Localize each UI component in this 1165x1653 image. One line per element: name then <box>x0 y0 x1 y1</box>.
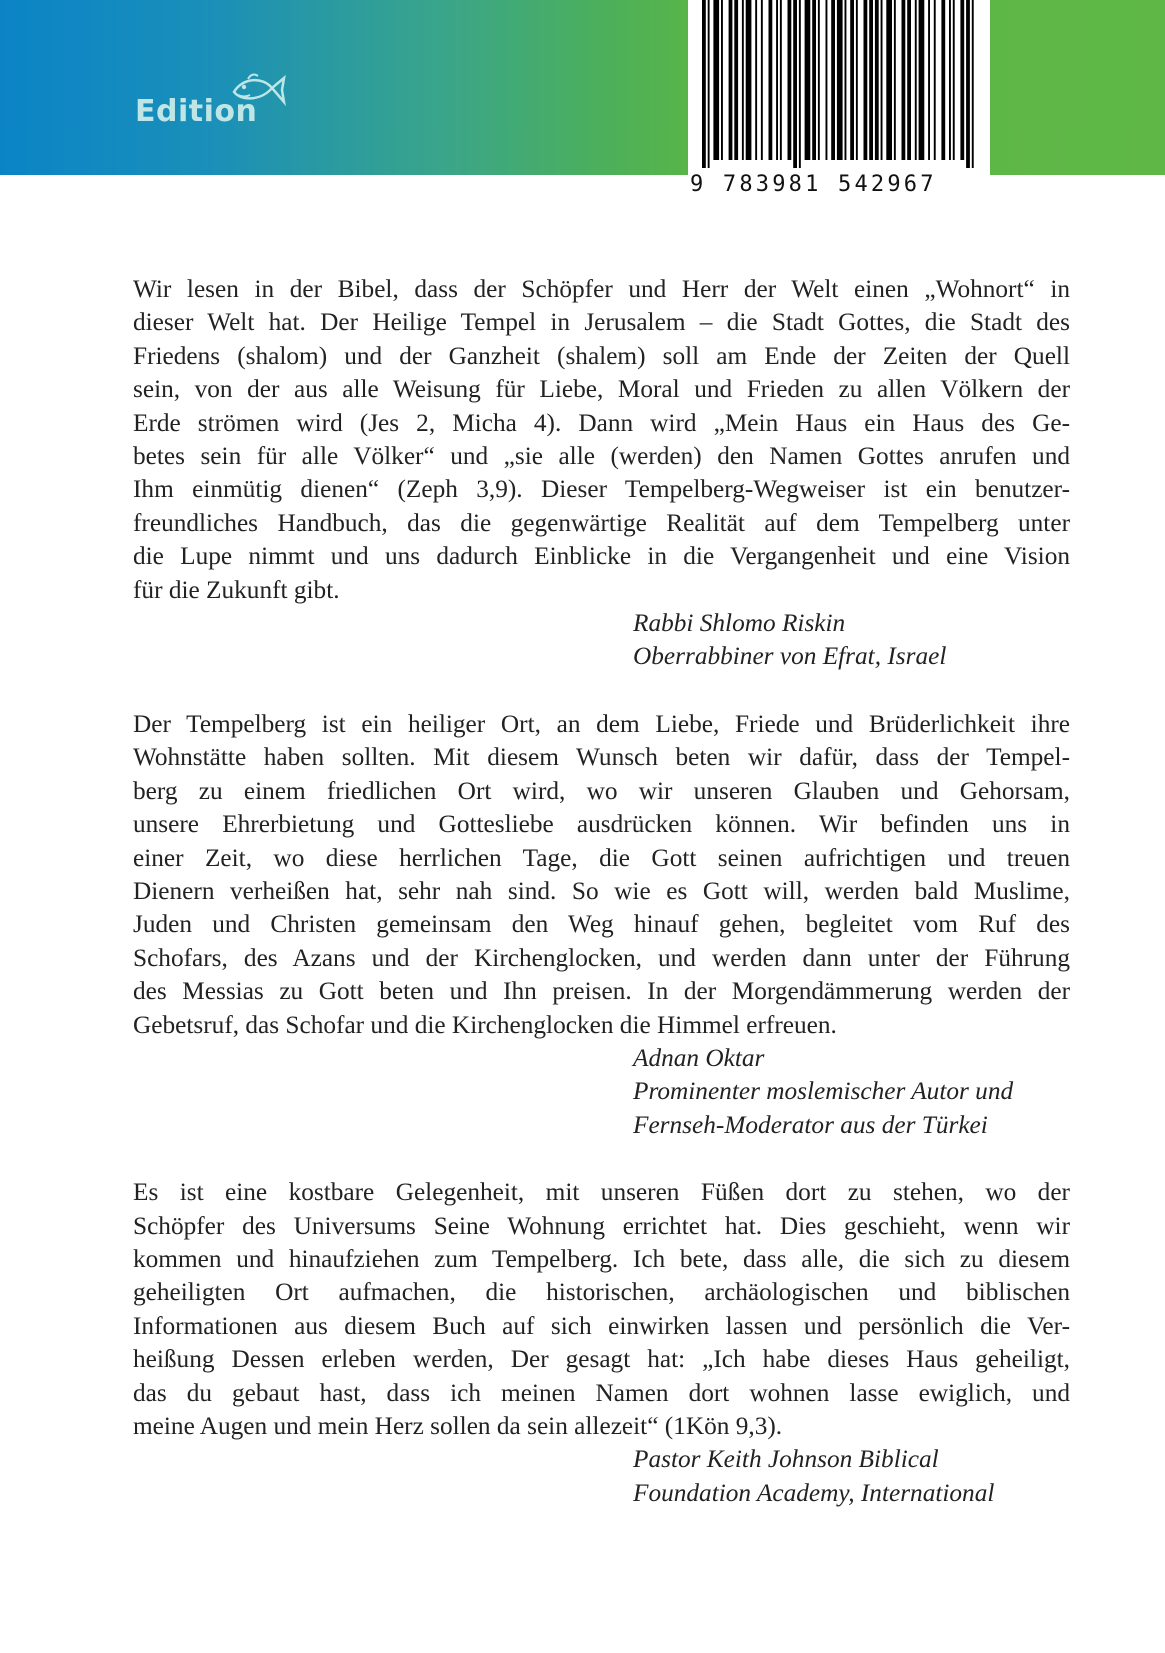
paragraph-line: für die Zukunft gibt. <box>133 575 340 604</box>
barcode-bar <box>864 0 868 160</box>
barcode-bar <box>856 0 858 160</box>
barcode-bar <box>919 0 925 160</box>
paragraph-line: einer Zeit, wo diese herrlichen Tage, die Gott seinen aufrichtigen und treuen <box>133 843 1070 872</box>
barcode-bar <box>850 0 854 160</box>
barcode-bar <box>788 0 792 160</box>
barcode-bar <box>915 0 917 160</box>
barcode-bar <box>755 0 757 160</box>
barcode-bar <box>776 0 778 160</box>
barcode-bar <box>928 0 930 160</box>
quote-paragraph <box>133 1176 1070 1443</box>
paragraph-line: das du gebaut hast, dass ich meinen Namen dort wohnen lasse ewiglich, und <box>133 1378 1070 1407</box>
barcode-bar <box>805 0 811 160</box>
paragraph-line: dieser Welt hat. Der Heilige Tempel in Jerusalem – die Stadt Gottes, die Stadt des <box>133 308 1070 337</box>
paragraph-line: Der Tempelberg ist ein heiliger Ort, an dem Liebe, Friede und Brüderlichkeit ihre <box>133 709 1070 738</box>
paragraph-line: Friedens (shalom) und der Ganzheit (shalem) soll am Ende der Zeiten der Quell <box>133 341 1070 370</box>
barcode-bar <box>780 0 782 160</box>
paragraph-line: Wir lesen in der Bibel, dass der Schöpfer und Herr der Welt einen „Wohnort“ in <box>133 275 1070 303</box>
barcode-bar <box>881 0 883 160</box>
barcode-bar <box>799 0 801 168</box>
barcode-bar <box>966 0 970 168</box>
barcode-bar <box>886 0 892 160</box>
barcode-bar <box>812 0 816 160</box>
paragraph-line: freundliches Handbuch, das die gegenwärtige Realität auf dem Tempelberg unter <box>133 508 1070 537</box>
barcode-bar <box>845 0 847 160</box>
barcode-bar <box>734 0 738 160</box>
paragraph-line: Es ist eine kostbare Gelegenheit, mit unseren Füßen dort zu stehen, wo der <box>133 1178 1070 1207</box>
barcode-bar <box>702 0 706 168</box>
attribution-line: Adnan Oktar <box>633 1043 765 1072</box>
section-spacer <box>133 674 1070 708</box>
barcode <box>688 0 990 205</box>
barcode-bars <box>702 0 982 168</box>
barcode-bar <box>746 0 752 160</box>
quote-attribution <box>633 607 1070 674</box>
paragraph-line: betes sein für alle Völker“ und „sie alle (werden) den Namen Gottes anrufen und <box>133 442 1070 471</box>
paragraph-line: Wohnstätte haben sollten. Mit diesem Wunsch beten wir dafür, dass der Tempel- <box>133 743 1070 772</box>
barcode-bar <box>837 0 843 160</box>
attribution-line: Prominenter moslemischer Autor und <box>633 1077 1014 1106</box>
paragraph-line: Ihm einmütig dienen“ (Zeph 3,9). Dieser Tempelberg-Wegweiser ist ein benutzer- <box>133 475 1070 504</box>
barcode-bar <box>761 0 763 160</box>
isbn-number: 9 783981 542967 <box>690 172 937 197</box>
fish-icon <box>228 70 288 110</box>
attribution-line: Rabbi Shlomo Riskin <box>633 609 846 638</box>
paragraph-line: Schöpfer des Universums Seine Wohnung errichtet hat. Dies geschieht, wenn wir <box>133 1211 1070 1240</box>
barcode-bar <box>953 0 955 160</box>
barcode-bar <box>972 0 974 168</box>
paragraph-line: meine Augen und mein Herz sollen da sein allezeit“ (1Kön 9,3). <box>133 1412 783 1440</box>
attribution-line: Pastor Keith Johnson Biblical <box>633 1445 939 1474</box>
paragraph-line: Informationen aus diesem Buch auf sich einwirken lassen und persönlich die Ver- <box>133 1311 1070 1340</box>
paragraph-line: geheiligten Ort aufmachen, die historischen, archäologischen und biblischen <box>133 1278 1070 1307</box>
barcode-bar <box>729 0 733 160</box>
publisher-logo <box>135 70 305 140</box>
barcode-bar <box>941 0 945 160</box>
barcode-bar <box>793 0 797 168</box>
logo-text: Edition <box>135 94 258 129</box>
barcode-bar <box>826 0 828 160</box>
paragraph-line: sein, von der aus alle Weisung für Liebe, Moral und Frieden zu allen Völkern der <box>133 375 1070 404</box>
quote-paragraph <box>133 273 1070 607</box>
paragraph-line: Juden und Christen gemeinsam den Weg hinauf gehen, begleitet vom Ruf des <box>133 910 1070 939</box>
barcode-bar <box>818 0 820 160</box>
paragraph-line: Gebetsruf, das Schofar und die Kirchenglocken die Himmel erfreuen. <box>133 1010 837 1039</box>
quote-attribution <box>633 1443 1070 1510</box>
paragraph-line: Dienern verheißen hat, sehr nah sind. So wie es Gott will, werden bald Muslime, <box>133 876 1070 905</box>
paragraph-line: kommen und hinaufziehen zum Tempelberg. Ich bete, dass alle, die sich zu diesem <box>133 1244 1070 1273</box>
back-cover-text <box>133 273 1070 1510</box>
barcode-bar <box>869 0 873 160</box>
paragraph-line: Erde strömen wird (Jes 2, Micha 4). Dann wird „Mein Haus ein Haus des Ge- <box>133 408 1070 437</box>
quote-attribution <box>633 1042 1070 1142</box>
paragraph-line: des Messias zu Gott beten und Ihn preisen. In der Morgendämmerung werden der <box>133 977 1070 1006</box>
barcode-bar <box>907 0 911 160</box>
paragraph-line: berg zu einem friedlichen Ort wird, wo wir unseren Glauben und Gehorsam, <box>133 776 1070 805</box>
barcode-bar <box>960 0 964 160</box>
barcode-bar <box>875 0 879 160</box>
paragraph-line: unsere Ehrerbietung und Gottesliebe ausdrücken können. Wir befinden uns in <box>133 810 1070 839</box>
quote-paragraph <box>133 708 1070 1042</box>
barcode-bar <box>708 0 710 168</box>
section-spacer <box>133 1142 1070 1176</box>
barcode-bar <box>934 0 936 160</box>
barcode-bar <box>902 0 906 160</box>
barcode-bar <box>949 0 951 160</box>
barcode-bar <box>742 0 744 160</box>
attribution-line: Fernseh-Moderator aus der Türkei <box>633 1110 988 1139</box>
barcode-bar <box>831 0 835 160</box>
attribution-line: Oberrabbiner von Efrat, Israel <box>633 642 947 671</box>
barcode-bar <box>894 0 896 160</box>
paragraph-line: Schofars, des Azans und der Kirchenglocken, und werden dann unter der Führung <box>133 943 1070 972</box>
paragraph-line: heißung Dessen erleben werden, Der gesagt hat: „Ich habe dieses Haus geheiligt, <box>133 1345 1070 1374</box>
paragraph-line: die Lupe nimmt und uns dadurch Einblicke in die Vergangenheit und eine Vision <box>133 542 1070 571</box>
barcode-bar <box>721 0 723 160</box>
barcode-bar <box>713 0 719 160</box>
attribution-line: Foundation Academy, International <box>633 1478 995 1507</box>
barcode-bar <box>769 0 773 160</box>
